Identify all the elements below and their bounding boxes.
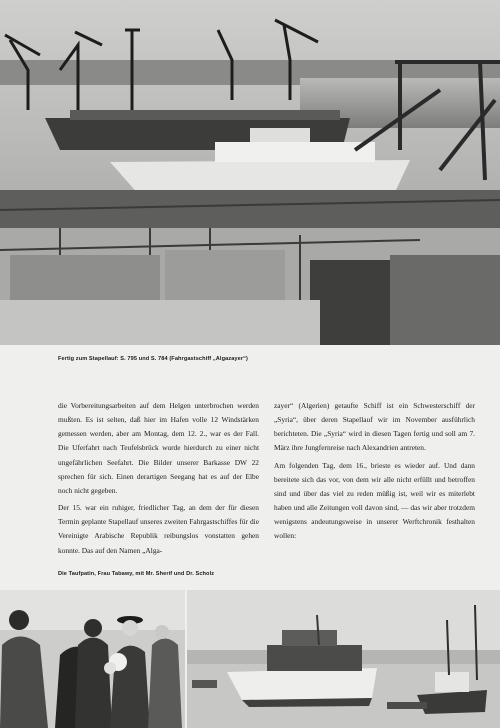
right-text-column: [274, 399, 475, 544]
shipyard-photo: [0, 0, 500, 345]
left-paragraph: Der 15. war ein ruhiger, friedlicher Tag, an dem der für diesen Termin geplante Stapellauf unseres zweiten Fahrgastschiffes für die Vereinigte Arabische Republik reibungslos vonstatten gehen konnte. Das auf den Namen „Alga-: [58, 503, 259, 555]
top-photo-caption: Fertig zum Stapellauf: S. 795 und S. 784 (Fahrgastschiff „Algazayer“): [58, 356, 248, 362]
bottom-photo-caption: Die Taufpatin, Frau Tabawy, mit Mr. Sherif und Dr. Scholz: [58, 571, 215, 577]
right-paragraph: Am folgenden Tag, dem 16., brieste es wieder auf. Und dann bereitete sich das vor, von dem wir alle nicht erfüllt und betroffen sind und über das viel zu reden müßig ist, weil wir es miterlebt haben und alle Zeitungen voll davon sind, — das wir aber trotzdem wenigstens andeutungsweise in unserer Werftchronik festhalten wollen:: [274, 460, 475, 541]
right-paragraph: zayer“ (Algerien) getaufte Schiff ist ein Schwesterschiff der „Syria“, über deren Stapellauf wir im November ausführlich berichteten. Die „Syria“ wird in diesen Tagen fertig und soll am 7. März ihre Jungfernreise nach Alexandrien antreten.: [274, 401, 475, 453]
christening-party-graphic: [0, 590, 185, 728]
left-paragraph: die Vorbereitungsarbeiten auf dem Helgen unterbrochen werden mußten. Es ist selten, daß hier im Hafen volle 12 Windstärken gemessen werden, aber am Montag, dem 12. 2., war es der Fall. Die Uferfahrt nach Teufelsbrück wurde hierdurch zu einer nicht ungefährlichen Seefahrt. Die Bilder unserer Barkasse DW 22 sprechen für sich. Einen derartigen Seegang hat es auf der Elbe noch nicht gegeben.: [58, 401, 259, 495]
ship-launch-photo: [187, 590, 500, 728]
christening-party-photo: [0, 590, 185, 728]
ship-launch-graphic: [187, 590, 500, 728]
shipyard-photo-graphic: [0, 0, 500, 345]
left-text-column: [58, 399, 259, 558]
